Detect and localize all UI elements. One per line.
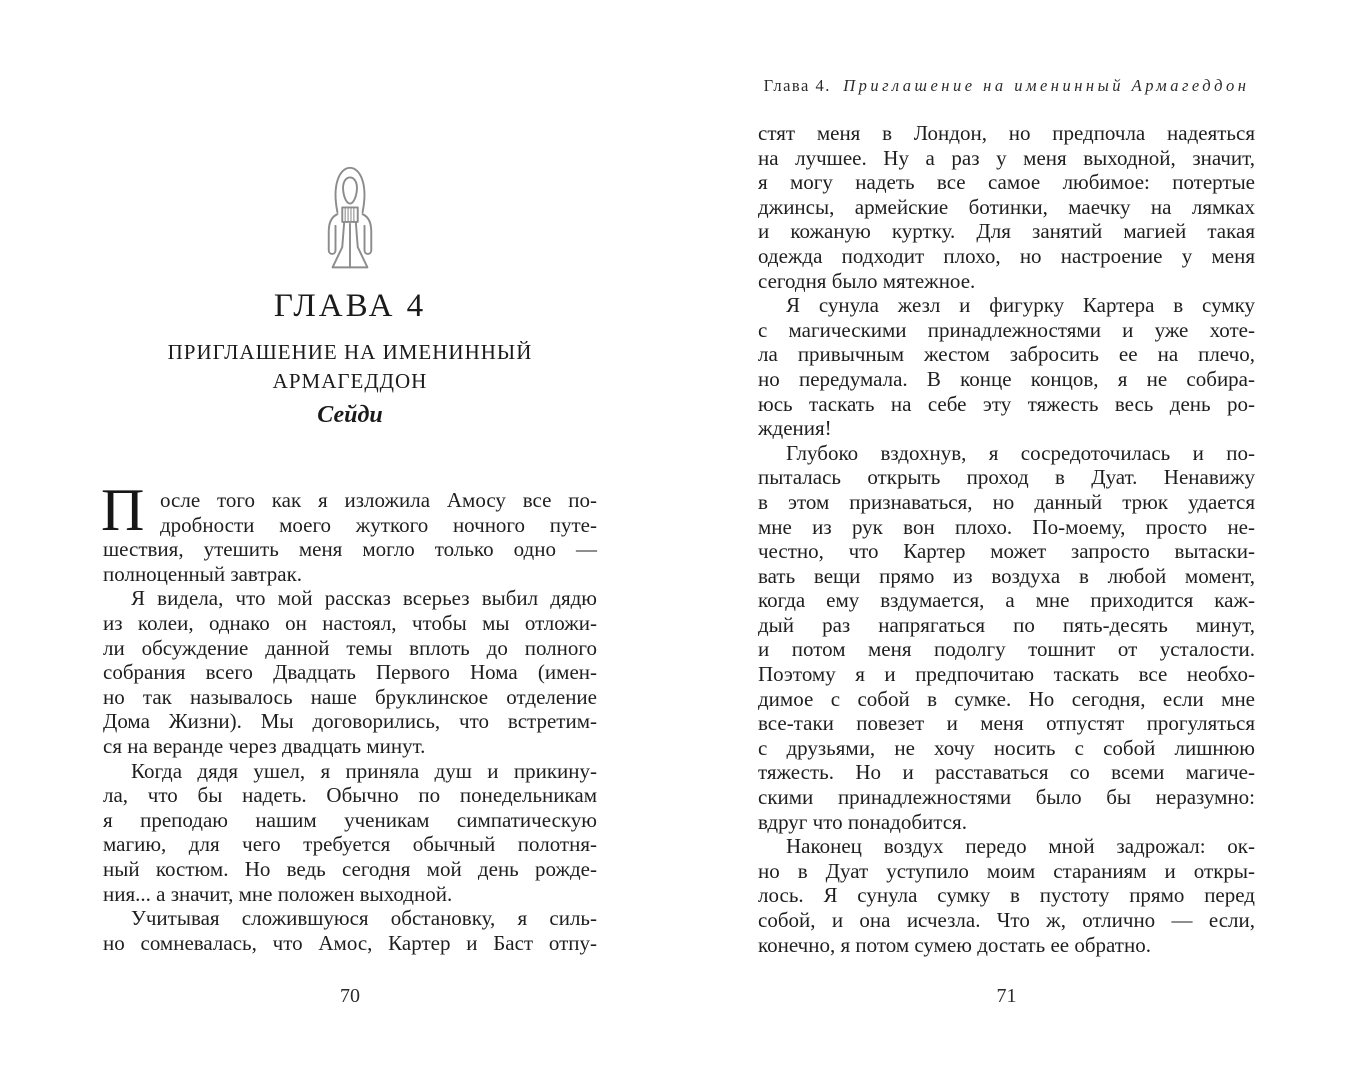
text-line: ла, что бы надеть. Обычно по понедельникам <box>103 783 597 808</box>
text-line: честно, что Картер может запросто вытаски- <box>758 539 1255 564</box>
paragraph <box>758 834 1255 957</box>
text-line: полноценный завтрак. <box>103 561 303 586</box>
text-line: ждения! <box>758 416 832 441</box>
text-line: с друзьями, не хочу носить с собой лишнюю <box>758 735 1255 760</box>
drop-cap: П <box>101 477 145 543</box>
text-line: собрания всего Двадцать Первого Нома (имен- <box>103 660 597 685</box>
text-line: магию, для чего требуется обычный полотня- <box>103 832 597 857</box>
running-header <box>758 76 1255 96</box>
text-line: ла привычным жестом забросить ее на плечо, <box>758 342 1255 367</box>
text-line: димое с собой в сумке. Но сегодня, если мне <box>758 686 1255 711</box>
text-line: вдруг что понадобится. <box>758 809 967 834</box>
text-line: в этом признаваться, но данный трюк удается <box>758 489 1255 514</box>
text-line: на лучшее. Ну а раз у меня выходной, значит, <box>758 145 1255 170</box>
text-line: дый раз напрягаться по пять-десять минут, <box>758 612 1255 637</box>
text-line: пыталась открыть проход в Дуат. Ненавижу <box>758 465 1255 490</box>
text-line: дробности моего жуткого ночного путе- <box>160 512 597 537</box>
text-line: собой, и она исчезла. Что ж, отлично — если, <box>758 908 1255 932</box>
text-line: и кожаную куртку. Для занятий магией такая <box>758 219 1255 244</box>
text-line: осле того как я изложила Амосу все по- <box>160 488 597 512</box>
text-line: из колеи, однако он настоял, чтобы мы отложи- <box>103 610 597 635</box>
text-line: одежда подходит плохо, но настроение у меня <box>758 243 1255 268</box>
chapter-subtitle-line2: АРМАГЕДДОН <box>272 368 428 393</box>
text-line: лось. Я сунула сумку в пустоту прямо перед <box>758 883 1255 908</box>
text-line: мне из рук вон плохо. По-моему, просто не- <box>758 514 1255 539</box>
text-line: все-таки повезет и меня отпустят прогуляться <box>758 711 1255 736</box>
text-line: когда ему вздумается, а мне приходится каж- <box>758 588 1255 613</box>
text-line: Я сунула жезл и фигурку Картера в сумку <box>786 293 1255 318</box>
text-line: Наконец воздух передо мной задрожал: ок- <box>786 834 1255 859</box>
text-line: сегодня было мятежное. <box>758 268 976 293</box>
running-header-chapter: Глава 4. <box>763 76 831 95</box>
paragraph <box>103 759 597 907</box>
text-line: ли обсуждение данной темы вплоть до полного <box>103 635 597 660</box>
text-line: Я видела, что мой рассказ всерьез выбил дядю <box>131 586 597 611</box>
chapter-heading: ГЛАВА 4 <box>273 288 427 324</box>
text-line: ся на веранде через двадцать минут. <box>103 733 426 758</box>
text-line: ный костюм. Но ведь сегодня мой день рожде- <box>103 856 597 881</box>
shabti-figure-icon <box>321 163 379 276</box>
paragraph <box>758 121 1255 293</box>
text-line: шествия, утешить меня могло только одно — <box>103 537 597 562</box>
paragraph <box>758 293 1255 441</box>
narrator-name: Сейди <box>317 402 383 428</box>
chapter-subtitle-line1: ПРИГЛАШЕНИЕ НА ИМЕНИННЫЙ <box>167 340 533 364</box>
right-page <box>758 0 1255 1080</box>
paragraph <box>103 586 597 758</box>
paragraph <box>103 906 597 955</box>
left-page-body-text <box>101 477 597 955</box>
right-page-body-text <box>758 121 1255 957</box>
text-line: Когда дядя ушел, я приняла душ и прикину- <box>131 758 597 783</box>
paragraph <box>103 488 597 586</box>
text-line: юсь таскать на себе эту тяжесть весь день ро- <box>758 391 1255 416</box>
text-line: Поэтому я и предпочитаю таскать все необхо- <box>758 662 1255 687</box>
text-line: но передумала. В конце концов, я не собира- <box>758 366 1255 391</box>
text-line: вать вещи прямо из воздуха в любой момент, <box>758 563 1255 588</box>
text-line: я могу надеть все самое любимое: потертые <box>758 170 1255 195</box>
text-line: но сомневалась, что Амос, Картер и Баст отпу- <box>103 930 597 955</box>
text-line: и потом меня подолгу тошнит от усталости. <box>758 637 1255 662</box>
paragraph <box>758 441 1255 835</box>
text-line: Глубоко вздохнув, я сосредоточилась и по- <box>786 440 1255 465</box>
text-line: Учитывая сложившуюся обстановку, я силь- <box>131 906 597 931</box>
text-line: но так называлось наше бруклинское отделение <box>103 684 597 709</box>
text-line: конечно, я потом сумею достать ее обратно. <box>758 932 1151 957</box>
text-line: джинсы, армейские ботинки, маечку на лямках <box>758 194 1255 219</box>
text-line: Дома Жизни). Мы договорились, что встретим- <box>103 709 597 734</box>
text-line: я преподаю нашим ученикам симпатическую <box>103 807 597 832</box>
running-header-title: Приглашение на именинный Армагеддон <box>843 76 1250 95</box>
page-number-right: 71 <box>996 985 1017 1007</box>
text-line: ния... а значит, мне положен выходной. <box>103 881 453 906</box>
text-line: с магическими принадлежностями и уже хоте- <box>758 317 1255 342</box>
left-page <box>103 0 597 1080</box>
chapter-subtitle <box>103 338 597 395</box>
text-line: стят меня в Лондон, но предпочла надеяться <box>758 121 1255 145</box>
text-line: но в Дуат уступило моим стараниям и откры- <box>758 858 1255 883</box>
chapter-ornament <box>103 163 597 281</box>
page-number-left: 70 <box>340 985 360 1007</box>
text-line: тяжесть. Но и расставаться со всеми магиче- <box>758 760 1255 785</box>
text-line: скими принадлежностями было бы неразумно: <box>758 785 1255 810</box>
